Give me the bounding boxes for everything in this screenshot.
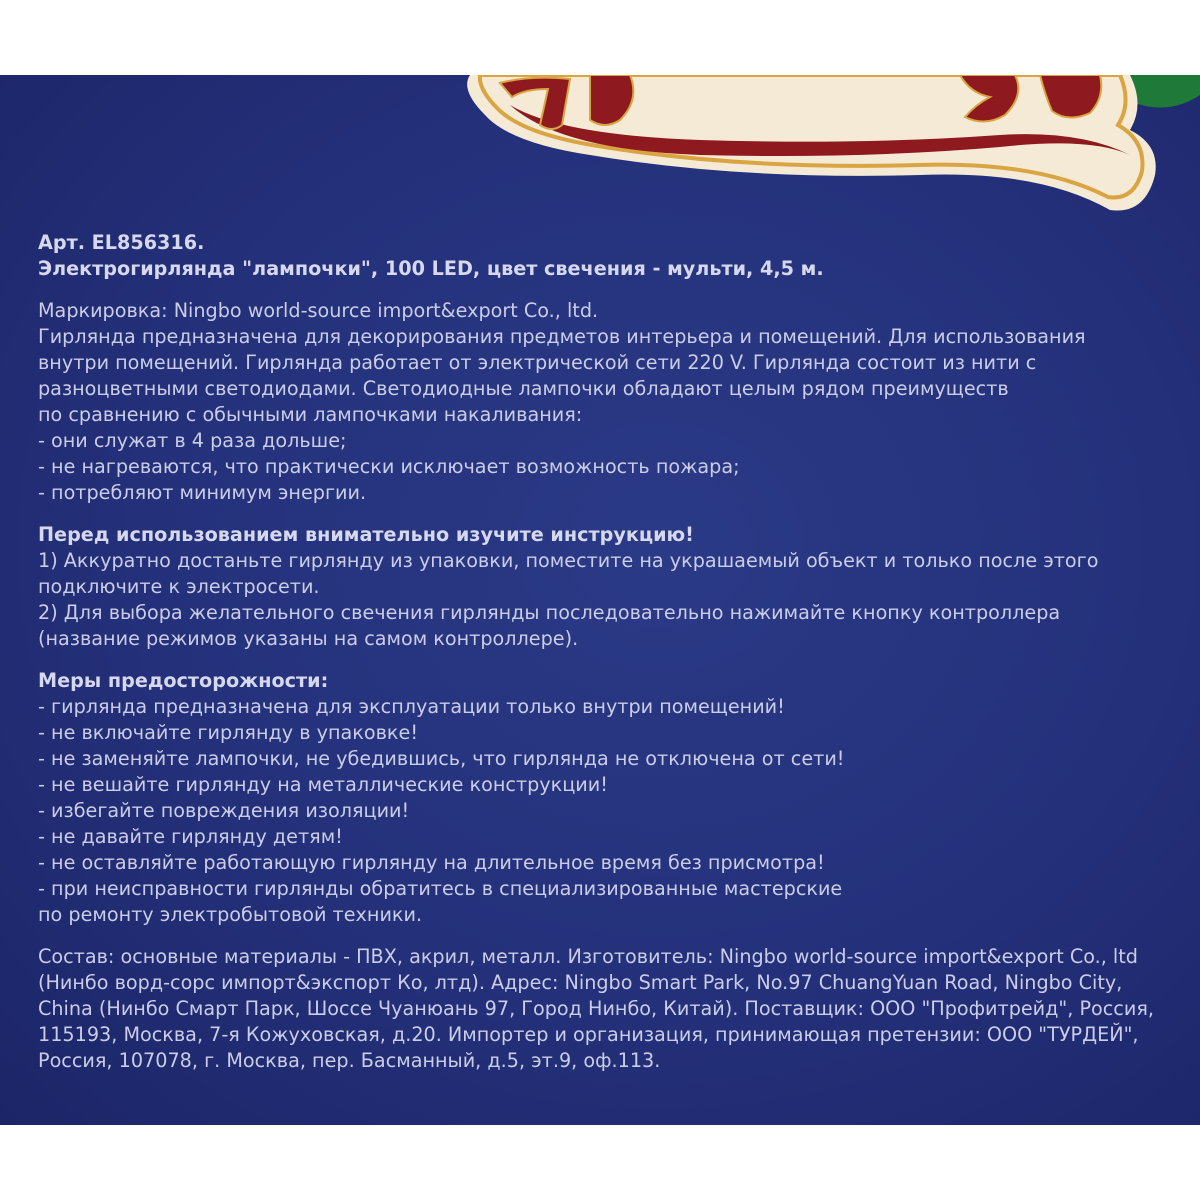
precautions-section — [38, 668, 1178, 928]
instruction-line: подключите к электросети. — [38, 575, 320, 598]
precautions-heading: Меры предосторожности: — [38, 669, 329, 692]
precaution-line: - при неисправности гирлянды обратитесь в специализированные мастерские — [38, 877, 843, 900]
packaging-panel — [0, 75, 1200, 1125]
precaution-line: - не вешайте гирлянду на металлические конструкции! — [38, 773, 608, 796]
composition-line: 115193, Москва, 7-я Кожуховская, д.20. Импортер и организация, принимающая претензии: ООО "ТУРДЕЙ", — [38, 1023, 1139, 1046]
precaution-line: - гирлянда предназначена для эксплуатации только внутри помещений! — [38, 695, 785, 718]
description-line: - не нагреваются, что практически исключает возможность пожара; — [38, 455, 740, 478]
precaution-line: по ремонту электробытовой техники. — [38, 903, 423, 926]
precaution-line: - не включайте гирлянду в упаковке! — [38, 721, 419, 744]
description-line: по сравнению с обычными лампочками накаливания: — [38, 403, 583, 426]
description-line: разноцветными светодиодами. Светодиодные лампочки обладают целым рядом преимуществ — [38, 377, 1009, 400]
precaution-line: - не оставляйте работающую гирлянду на длительное время без присмотра! — [38, 851, 825, 874]
description-line: - они служат в 4 раза дольше; — [38, 429, 347, 452]
composition-line: (Нинбо ворд-сорс импорт&экспорт Ко, лтд). Адрес: Ningbo Smart Park, No.97 ChuangYuan Road, Ningbo City, — [38, 971, 1123, 994]
description-line: Маркировка: Ningbo world-source import&export Co., ltd. — [38, 299, 599, 322]
instructions-heading: Перед использованием внимательно изучите инструкцию! — [38, 523, 694, 546]
composition-line: Россия, 107078, г. Москва, пер. Басманный, д.5, эт.9, оф.113. — [38, 1049, 661, 1072]
description-line: внутри помещений. Гирлянда работает от электрической сети 220 V. Гирлянда состоит из нити с — [38, 351, 1037, 374]
precaution-line: - не заменяйте лампочки, не убедившись, что гирлянда не отключена от сети! — [38, 747, 845, 770]
composition-line: Состав: основные материалы - ПВХ, акрил, металл. Изготовитель: Ningbo world-source import&export Co., ltd — [38, 945, 1138, 968]
description-line: Гирлянда предназначена для декорирования предметов интерьера и помещений. Для использования — [38, 325, 1086, 348]
instruction-line: 1) Аккуратно достаньте гирлянду из упаковки, поместите на украшаемый объект и только после этого — [38, 549, 1099, 572]
article-number: Арт. EL856316. — [38, 231, 205, 254]
composition-section — [38, 944, 1178, 1074]
garland-logo — [440, 75, 1200, 220]
instruction-line: 2) Для выбора желательного свечения гирлянды последовательно нажимайте кнопку контроллера — [38, 601, 1061, 624]
precaution-line: - избегайте повреждения изоляции! — [38, 799, 410, 822]
product-title: Электрогирлянда "лампочки", 100 LED, цвет свечения - мульти, 4,5 м. — [38, 257, 824, 280]
product-text — [38, 230, 1178, 1074]
precaution-line: - не давайте гирлянду детям! — [38, 825, 343, 848]
description-section — [38, 298, 1178, 506]
instructions-section — [38, 522, 1178, 652]
description-line: - потребляют минимум энергии. — [38, 481, 367, 504]
instruction-line: (название режимов указаны на самом контроллере). — [38, 627, 579, 650]
composition-line: China (Нинбо Смарт Парк, Шоссе Чуанюань 97, Город Нинбо, Китай). Поставщик: ООО "Профитрейд", Россия, — [38, 997, 1154, 1020]
